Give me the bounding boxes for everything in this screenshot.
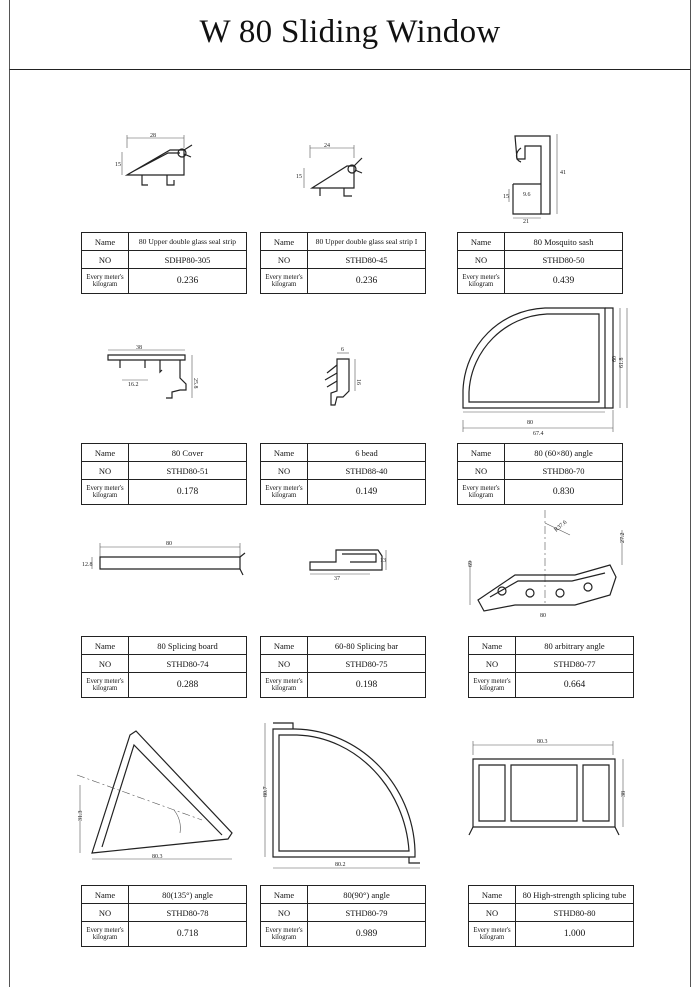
drawing-splicing-bar [300, 540, 390, 585]
drawing-seal-strip-305 [112, 130, 207, 190]
svg-text:80: 80 [540, 613, 546, 619]
spec-table: Name 80 (60×80) angle NO STHD80-70 Every meter's kilogram 0.830 [457, 443, 623, 505]
spec-table: Name 80 Splicing board NO STHD80-74 Every meter's kilogram 0.288 [81, 636, 247, 698]
svg-text:38: 38 [136, 345, 142, 351]
svg-text:80.3: 80.3 [537, 739, 548, 745]
drawing-cover [100, 340, 200, 410]
svg-text:15: 15 [115, 162, 121, 168]
svg-text:27.2: 27.2 [620, 532, 626, 543]
drawing-splicing-board [80, 535, 255, 580]
svg-text:16.2: 16.2 [128, 382, 139, 388]
svg-text:24: 24 [324, 143, 330, 149]
spec-table: Name 80(135°) angle NO STHD80-78 Every meter's kilogram 0.718 [81, 885, 247, 947]
drawing-splicing-tube [465, 735, 635, 845]
spec-table: Name 80 Upper double glass seal strip NO SDHP80-305 Every meter's kilogram 0.236 [81, 232, 247, 294]
svg-text:15: 15 [296, 174, 302, 180]
svg-text:60: 60 [612, 356, 618, 362]
spec-table: Name 60-80 Splicing bar NO STHD80-75 Every meter's kilogram 0.198 [260, 636, 426, 698]
svg-text:16: 16 [355, 379, 361, 385]
svg-text:12.8: 12.8 [82, 562, 93, 568]
svg-text:80.3: 80.3 [152, 854, 163, 860]
spec-table: Name 80(90°) angle NO STHD80-79 Every meter's kilogram 0.989 [260, 885, 426, 947]
svg-text:37: 37 [334, 576, 340, 582]
svg-text:80.2: 80.2 [335, 862, 346, 868]
svg-text:80.7: 80.7 [263, 786, 269, 797]
drawing-135-angle [62, 725, 242, 865]
spec-table: Name 80 Upper double glass seal strip I NO STHD80-45 Every meter's kilogram 0.236 [260, 232, 426, 294]
drawing-90-angle [255, 715, 435, 875]
svg-text:69: 69 [468, 561, 474, 567]
svg-text:80: 80 [166, 541, 172, 547]
svg-text:61.8: 61.8 [619, 357, 625, 368]
svg-text:9.6: 9.6 [523, 192, 531, 198]
svg-text:6: 6 [341, 347, 344, 353]
svg-text:67.4: 67.4 [533, 431, 544, 437]
svg-text:25.8: 25.8 [192, 378, 198, 389]
drawing-60x80-angle [455, 300, 635, 445]
spec-table: Name 80 Cover NO STHD80-51 Every meter's kilogram 0.178 [81, 443, 247, 505]
svg-text:31.3: 31.3 [78, 810, 84, 821]
drawing-arbitrary-angle [460, 505, 635, 620]
spec-table: Name 80 Mosquito sash NO STHD80-50 Every meter's kilogram 0.439 [457, 232, 623, 294]
title-box [9, 0, 691, 70]
drawing-6-bead [315, 345, 375, 410]
svg-text:41: 41 [560, 170, 566, 176]
spec-table: Name 80 arbitrary angle NO STHD80-77 Every meter's kilogram 0.664 [468, 636, 634, 698]
svg-text:80: 80 [527, 420, 533, 426]
svg-text:13: 13 [380, 558, 386, 564]
drawing-seal-strip-45 [292, 140, 377, 200]
svg-text:28: 28 [150, 133, 156, 139]
svg-text:21: 21 [523, 219, 529, 225]
page-title: W 80 Sliding Window [199, 14, 501, 50]
svg-text:38: 38 [621, 791, 627, 797]
spec-table: Name 80 High-strength splicing tube NO STHD80-80 Every meter's kilogram 1.000 [468, 885, 634, 947]
svg-text:15: 15 [503, 194, 509, 200]
spec-table: Name 6 bead NO STHD88-40 Every meter's kilogram 0.149 [260, 443, 426, 505]
drawing-mosquito-sash [495, 124, 585, 224]
svg-text:R37.6: R37.6 [553, 519, 569, 534]
